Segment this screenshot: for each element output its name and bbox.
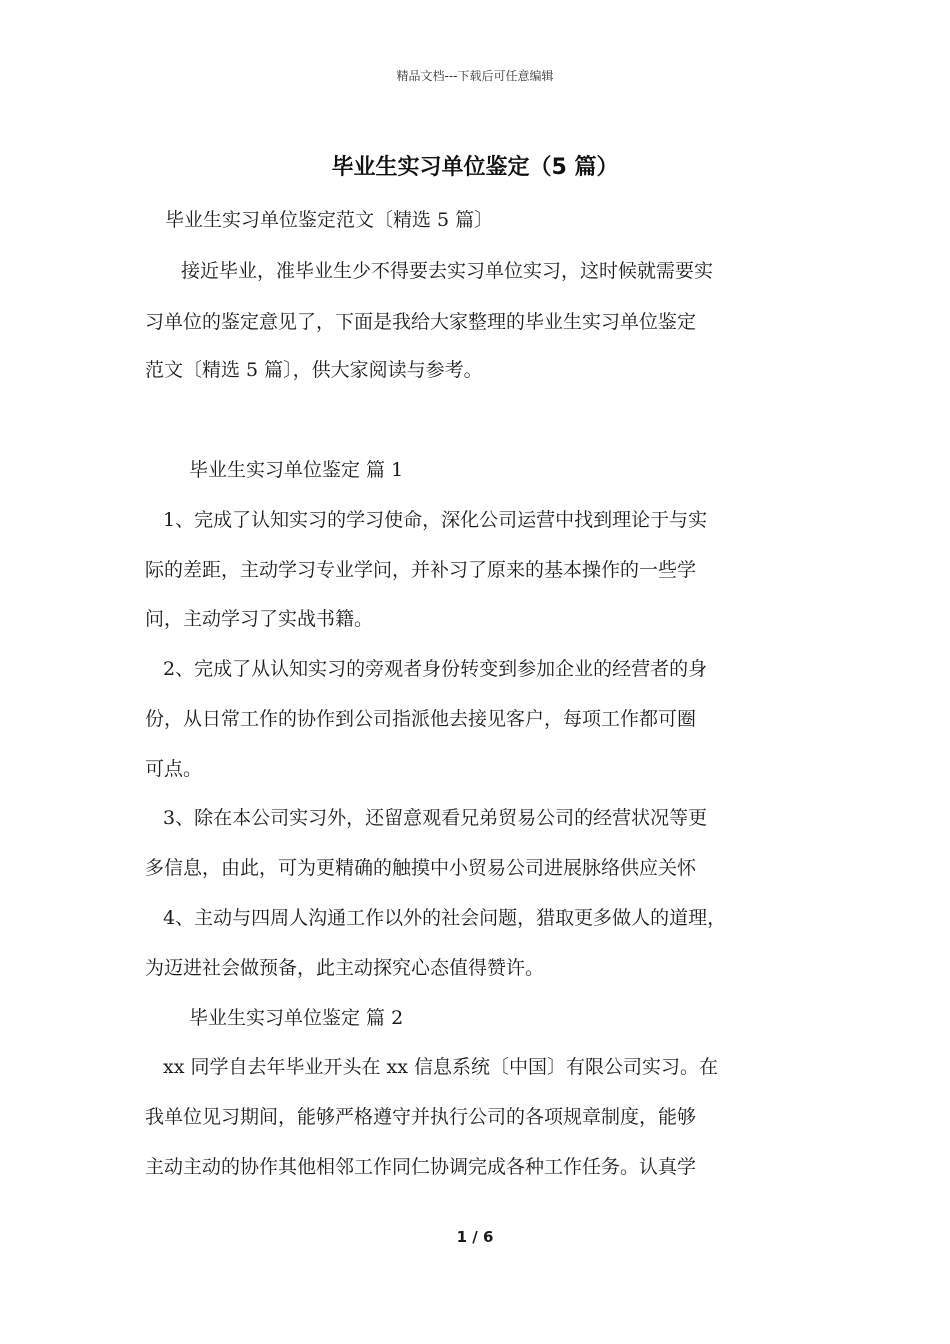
paragraph-line: 问，主动学习了实战书籍。	[145, 608, 374, 630]
paragraph-line: 3、除在本公司实习外，还留意观看兄弟贸易公司的经营状况等更	[163, 807, 708, 829]
paragraph-line: 4、主动与四周人沟通工作以外的社会问题，猎取更多做人的道理，	[163, 907, 727, 929]
intro-line: 范文〔精选 5 篇〕，供大家阅读与参考。	[145, 359, 483, 381]
paragraph-line: 多信息，由此，可为更精确的触摸中小贸易公司进展脉络供应关怀	[145, 857, 697, 879]
section-heading-2: 毕业生实习单位鉴定 篇 2	[189, 1007, 404, 1029]
section-heading-1: 毕业生实习单位鉴定 篇 1	[189, 459, 404, 481]
paragraph-line: 主动主动的协作其他相邻工作同仁协调完成各种工作任务。认真学	[145, 1156, 697, 1178]
document-title: 毕业生实习单位鉴定（5 篇）	[331, 155, 619, 180]
intro-line: 习单位的鉴定意见了，下面是我给大家整理的毕业生实习单位鉴定	[145, 311, 697, 333]
paragraph-line: xx 同学自去年毕业开头在 xx 信息系统〔中国〕有限公司实习。在	[163, 1056, 718, 1078]
paragraph-line: 1、完成了认知实习的学习使命，深化公司运营中找到理论于与实	[163, 509, 708, 531]
paragraph-line: 际的差距，主动学习专业学问，并补习了原来的基本操作的一些学	[145, 559, 697, 581]
page-header-note: 精品文档---下载后可任意编辑	[396, 69, 554, 83]
paragraph-line: 份，从日常工作的协作到公司指派他去接见客户，每项工作都可圈	[145, 708, 697, 730]
document-subtitle: 毕业生实习单位鉴定范文〔精选 5 篇〕	[165, 209, 494, 231]
paragraph-line: 2、完成了从认知实习的旁观者身份转变到参加企业的经营者的身	[163, 658, 708, 680]
paragraph-line: 可点。	[145, 758, 203, 780]
paragraph-line: 为迈进社会做预备，此主动探究心态值得赞许。	[145, 957, 545, 979]
intro-line: 接近毕业，准毕业生少不得要去实习单位实习，这时候就需要实	[181, 260, 714, 282]
page-indicator: 1 / 6	[456, 1228, 494, 1246]
paragraph-line: 我单位见习期间，能够严格遵守并执行公司的各项规章制度，能够	[145, 1106, 697, 1128]
